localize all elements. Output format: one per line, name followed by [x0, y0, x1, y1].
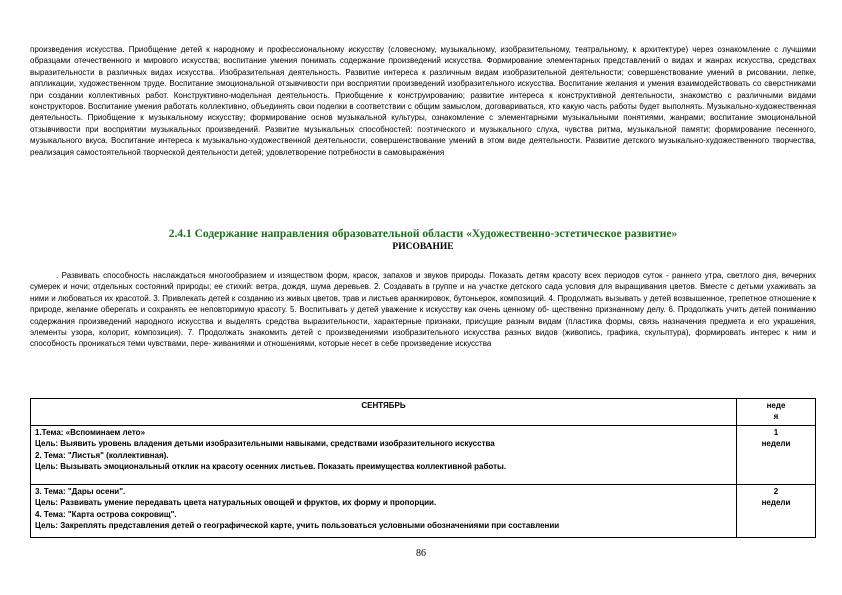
- monthly-plan-table: [30, 398, 816, 538]
- drawing-paragraph: . Развивать способность наслаждаться многообразием и изяществом форм, красок, запахов и звуков природы. Показать детям красоту всех периодов суток - раннего утра, светлого дня, вечерних сумерек и ночи; отдельных состояний природы; ее стихий: ветра, дождя, шума деревьев. 2. Создавать в группе и на участке детского сада условия для выращивания цветов. Вместе с детьми ухаживать за ними и любоваться их красотой. 3. Привлекать детей к созданию из живых цветов, трав и листьев аранжировок, бутоньерок, композиций. 4. Продолжать вызывать у детей возвышенное, трепетное отношение к природе, желание оберегать и сохранять ее неповторимую красоту. 5. Воспитывать у детей уважение к искусству как очень ценному об- щественно признанному делу. 6. Продолжать учить детей пониманию содержания произведений народного искусства и выделять средства выразительности, характерные признаки, присущие разным видам (пластика формы, связь назначения предмета и его украшения, элементы узора, колорит, композиция). 7. Продолжать знакомить детей с произведениями изобразительного искусства разных видов (живопись, графика, скульптура), формировать интерес к ним и способность проникаться теми чувствами, пере- живаниями и отношениями, которые несет в себе произведение искусства: [30, 271, 816, 349]
- lesson-line: Цель: Закреплять представления детей о географической карте, учить пользоваться условными обозначениями при составлении: [35, 521, 560, 531]
- section-subheading: РИСОВАНИЕ: [392, 242, 454, 252]
- week-header: [737, 399, 816, 426]
- lesson-line: Цель: Выявить уровень владения детьми изобразительными навыками, средствами изобразительного искусства: [35, 439, 495, 449]
- lesson-cell: [31, 485, 737, 538]
- intro-paragraph: произведения искусства. Приобщение детей к народному и профессиональному искусству (словесному, музыкальному, изобразительному, театральному, к архитектуре) через ознакомление с лучшими образцами отечественного и мирового искусства; воспитание умения понимать содержание произведений искусства. Формирование элементарных представлений о видах и жанрах искусства, средствах выразительности в различных видах искусства. Изобразительная деятельность. Развитие интереса к различным видам изобразительной деятельности; совершенствование умений в рисовании, лепке, аппликации, художественном труде. Воспитание эмоциональной отзывчивости при восприятии произведений изобразительного искусства. Воспитание желания и умения взаимодействовать со сверстниками при создании коллективных работ. Конструктивно-модельная деятельность. Приобщение к конструированию; развитие интереса к конструктивной деятельности, знакомство с различными видами конструкторов. Воспитание умения работать коллективно, объединять свои поделки в соответствии с общим замыслом, договариваться, кто какую часть работы будет выполнять. Музыкально-художественная деятельность. Приобщение к музыкальному искусству; формирование основ музыкальной культуры, ознакомление с элементарными музыкальными понятиями, жанрами; воспитание эмоциональной отзывчивости при восприятии музыкальных произведений. Развитие музыкальных способностей: поэтического и музыкального слуха, чувства ритма, музыкальной памяти; формирование песенного, музыкального вкуса. Воспитание интереса к музыкально-художественной деятельности, совершенствование умений в этом виде деятельности. Развитие детского музыкально-художественного творчества, реализация самостоятельной творческой деятельности детей; удовлетворение потребности в самовыражения: [30, 45, 816, 157]
- week-label: недели: [761, 439, 791, 449]
- lesson-line: 4. Тема: "Карта острова сокровищ".: [35, 509, 177, 519]
- week-header-line2: я: [773, 412, 779, 422]
- week-number: 1: [773, 428, 779, 437]
- lesson-line: 3. Тема: "Дары осени".: [35, 487, 126, 496]
- table-row: [31, 426, 816, 485]
- lesson-cell: [31, 426, 737, 485]
- month-header: СЕНТЯБРЬ: [31, 399, 737, 426]
- lesson-line: 2. Тема: "Листья" (коллективная).: [35, 450, 169, 460]
- lesson-line: Цель: Развивать умение передавать цвета натуральных овощей и фруктов, их форму и пропорции.: [35, 498, 437, 508]
- lesson-line: Цель: Вызывать эмоциональный отклик на красоту осенних листьев. Показать преимущества коллективной работы.: [35, 462, 507, 472]
- lesson-line: 1.Тема: «Вспоминаем лето»: [35, 428, 146, 437]
- week-header-line1: неде: [766, 401, 786, 410]
- table-header-row: [31, 399, 816, 426]
- week-number: 2: [773, 487, 779, 496]
- week-cell: [737, 426, 816, 485]
- week-cell: [737, 485, 816, 538]
- section-heading: 2.4.1 Содержание направления образовательной области «Художественно-эстетическое развитие»: [168, 228, 678, 240]
- page-number: 86: [416, 548, 426, 559]
- table-row: [31, 485, 816, 538]
- week-label: недели: [761, 498, 791, 508]
